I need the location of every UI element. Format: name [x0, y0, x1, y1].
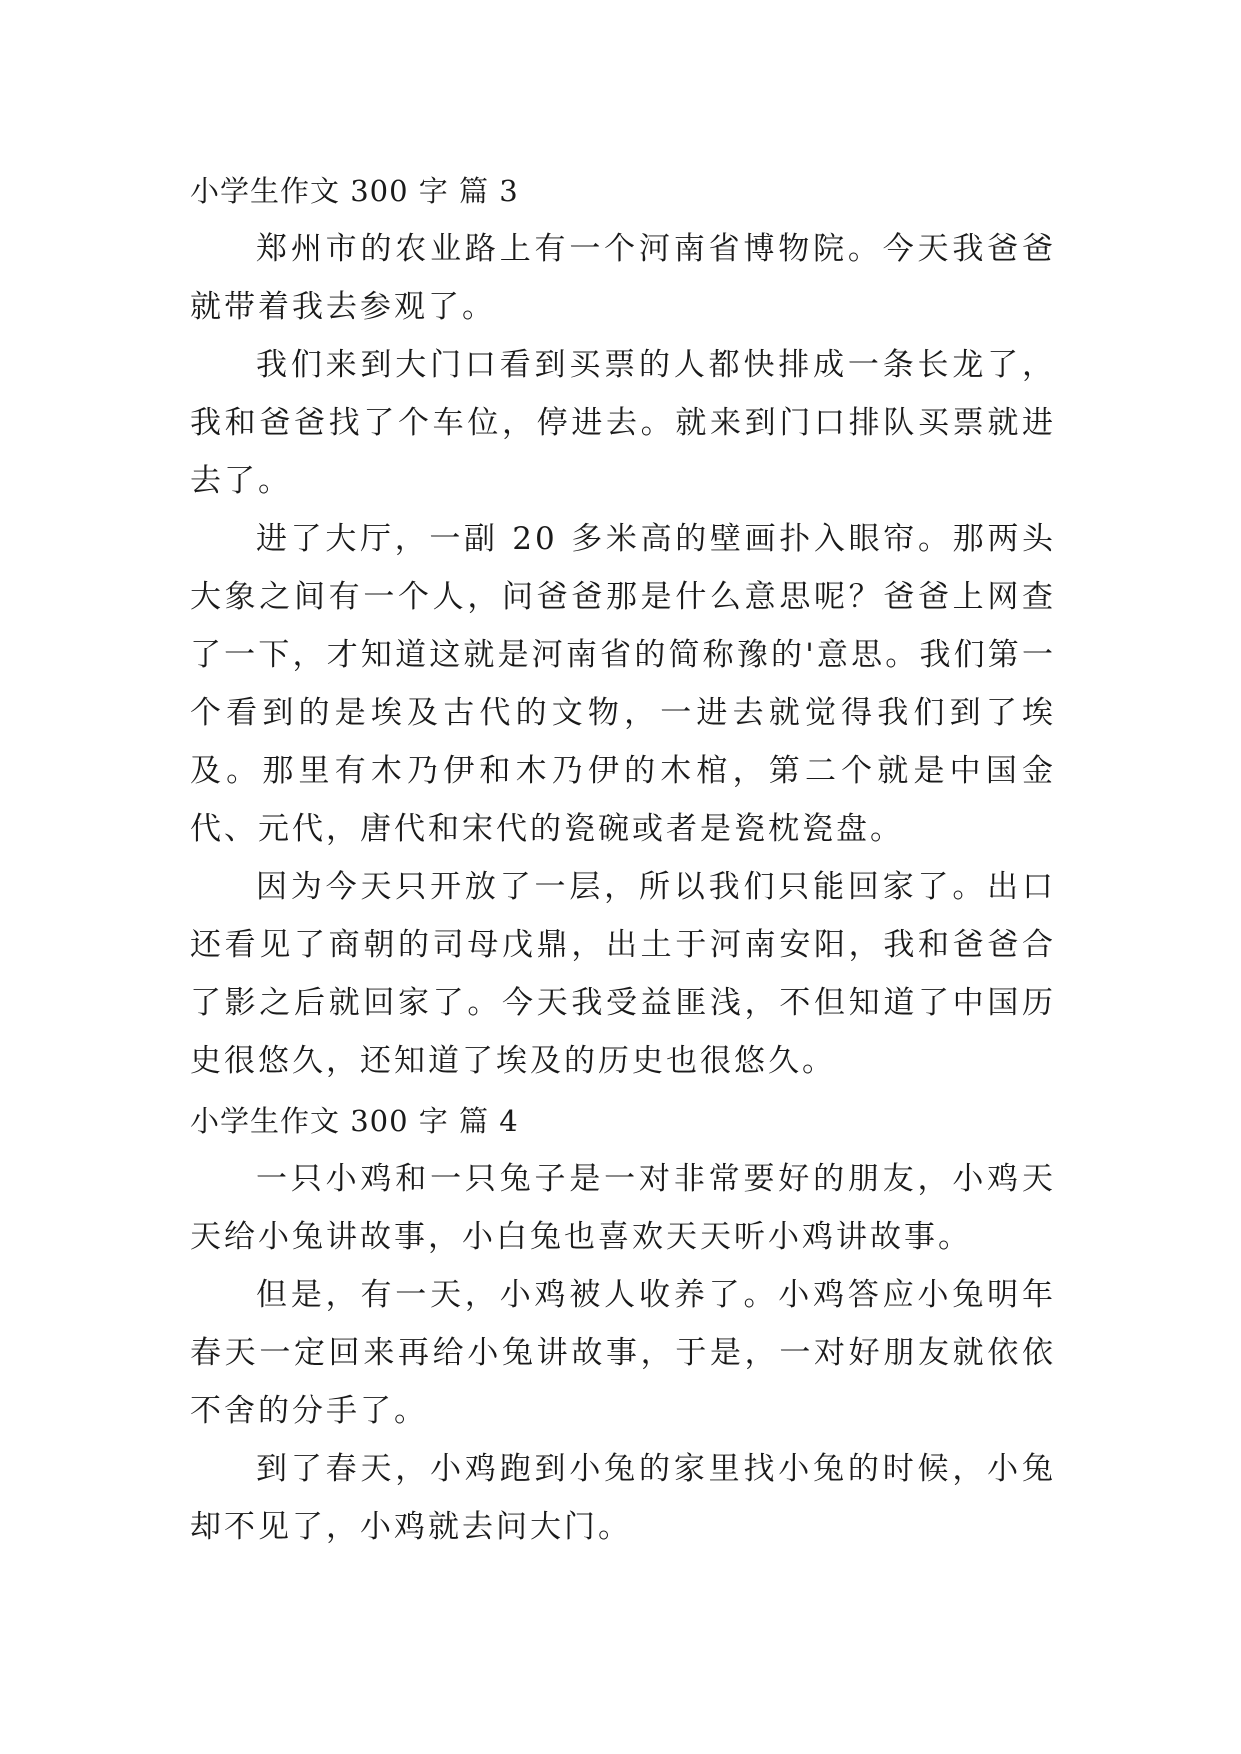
paragraph: 到了春天，小鸡跑到小兔的家里找小兔的时候，小兔却不见了，小鸡就去问大门。 — [190, 1451, 1056, 1545]
paragraph: 因为今天只开放了一层，所以我们只能回家了。出口还看见了商朝的司母戊鼎，出土于河南安阳，我和爸爸合了影之后就回家了。今天我受益匪浅，不但知道了中国历史很悠久，还知道了埃及的历史也很悠久。 — [190, 869, 1056, 1079]
paragraph: 我们来到大门口看到买票的人都快排成一条长龙了，我和爸爸找了个车位，停进去。就来到门口排队买票就进去了。 — [190, 347, 1056, 499]
section-heading: 小学生作文 300 字 篇 4 — [190, 1104, 519, 1138]
paragraph: 但是，有一天，小鸡被人收养了。小鸡答应小兔明年春天一定回来再给小兔讲故事，于是，一对好朋友就依依不舍的分手了。 — [190, 1277, 1056, 1429]
section-heading: 小学生作文 300 字 篇 3 — [190, 174, 519, 208]
paragraph: 郑州市的农业路上有一个河南省博物院。今天我爸爸就带着我去参观了。 — [190, 231, 1056, 325]
essay-section-4 — [190, 1092, 1056, 1556]
essay-section-3 — [190, 162, 1056, 1090]
paragraph: 一只小鸡和一只兔子是一对非常要好的朋友，小鸡天天给小兔讲故事，小白兔也喜欢天天听小鸡讲故事。 — [190, 1161, 1056, 1255]
paragraph: 进了大厅，一副 20 多米高的壁画扑入眼帘。那两头大象之间有一个人，问爸爸那是什么意思呢？爸爸上网查了一下，才知道这就是河南省的简称豫的'意思。我们第一个看到的是埃及古代的文物，一进去就觉得我们到了埃及。那里有木乃伊和木乃伊的木棺，第二个就是中国金代、元代，唐代和宋代的瓷碗或者是瓷枕瓷盘。 — [190, 521, 1056, 847]
